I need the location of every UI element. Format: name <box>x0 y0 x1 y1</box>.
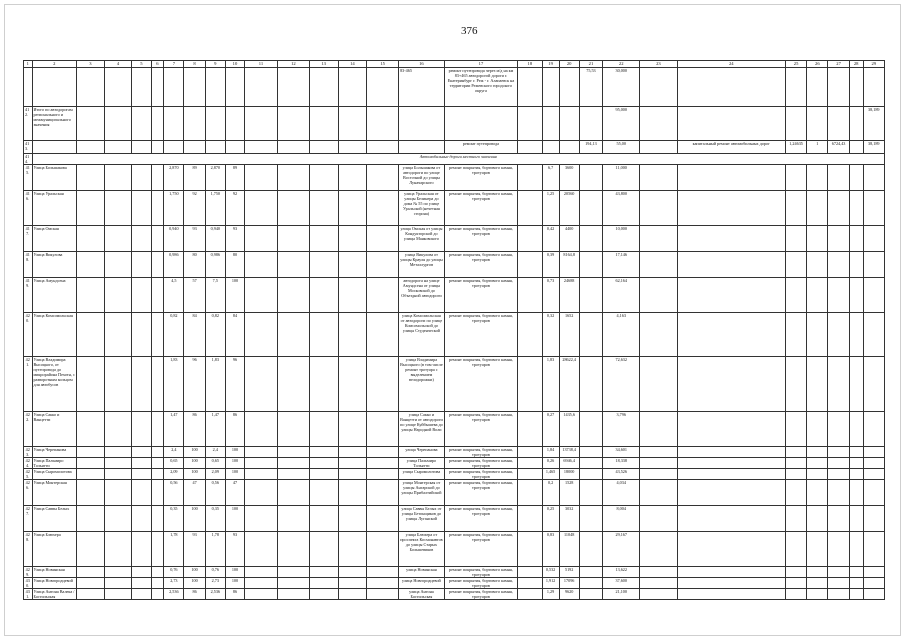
cell-c17: ремонт покрытия, бортового камня, тротуаров <box>444 589 517 600</box>
cell-c10: 96 <box>225 357 244 412</box>
cell-c10: 93 <box>225 532 244 567</box>
cell-c10: 100 <box>225 469 244 480</box>
cell-c9: 0,35 <box>205 506 225 532</box>
cell-c9: 2,09 <box>205 469 225 480</box>
cell-c22: 17,146 <box>603 252 640 278</box>
cell-c16: улица Монтерская от улицы Ангарской до улицы Прибалтийской <box>399 480 445 506</box>
cell-name: Улица Пальмиро Тольятти <box>32 458 77 469</box>
column-header: 15 <box>367 61 399 68</box>
cell-name: Улица Комсомольская <box>32 313 77 357</box>
cell-num: 429. <box>24 567 33 578</box>
cell-c7: 0,56 <box>164 480 184 506</box>
row-413-num: 413. <box>24 141 33 154</box>
table-row <box>24 278 885 313</box>
cell-c9: 1,750 <box>205 191 225 226</box>
cell-c19: 0,73 <box>542 278 559 313</box>
cell-c16: улица Антона Бастильская <box>399 589 445 600</box>
row-412 <box>24 107 885 141</box>
cell-c10: 89 <box>225 165 244 191</box>
row-413-c24: капитальный ремонт автомобильных дорог <box>677 141 785 154</box>
row-413-c21: 194,13 <box>579 141 602 154</box>
cell-c10: 92 <box>225 191 244 226</box>
column-header: 22 <box>603 61 640 68</box>
cell-c17: ремонт покрытия, бортового камня, тротуаров <box>444 278 517 313</box>
row-412-c22: 95,000 <box>603 107 640 141</box>
cell-c10: 100 <box>225 506 244 532</box>
cell-num: 423. <box>24 447 33 458</box>
cell-c7: 2,4 <box>164 447 184 458</box>
column-header: 26 <box>807 61 828 68</box>
row-414-num: 414. <box>24 154 33 165</box>
cell-c7: 0,76 <box>164 567 184 578</box>
cell-c20: 5192 <box>559 567 579 578</box>
cell-c9: 0,82 <box>205 313 225 357</box>
column-header: 11 <box>245 61 278 68</box>
cell-c10: 84 <box>225 313 244 357</box>
cell-c10: 86 <box>225 412 244 447</box>
cell-num: 431. <box>24 589 33 600</box>
cont-c22: 30,000 <box>603 68 640 107</box>
cell-num: 430. <box>24 578 33 589</box>
cell-c8: 100 <box>184 458 205 469</box>
row-413-c22: 55,00 <box>603 141 640 154</box>
cell-c7: 4,5 <box>164 278 184 313</box>
column-header: 27 <box>828 61 849 68</box>
table-row <box>24 191 885 226</box>
cell-c10: 93 <box>225 226 244 252</box>
cell-c20: 20560 <box>559 191 579 226</box>
cell-c16: улица Викулова от улицы Крауля до улицы Металлургов <box>399 252 445 278</box>
cell-c22: 11,000 <box>603 165 640 191</box>
cell-c7: 2,73 <box>164 578 184 589</box>
cell-c9: 7,5 <box>205 278 225 313</box>
cell-c20: 13738,4 <box>559 447 579 458</box>
cell-c20: 9620 <box>559 589 579 600</box>
table-row <box>24 357 885 412</box>
cell-name: Улица Уральская <box>32 191 77 226</box>
column-header: 2 <box>32 61 77 68</box>
cell-c20: 28622,4 <box>559 357 579 412</box>
cell-c19: 0,42 <box>542 226 559 252</box>
cell-c17: ремонт покрытия, бортового камня, тротуаров <box>444 165 517 191</box>
cell-name: Улица Амундсена <box>32 278 77 313</box>
cell-c22: 34,601 <box>603 447 640 458</box>
cell-c22: 4,034 <box>603 480 640 506</box>
cell-c22: 43,800 <box>603 191 640 226</box>
cell-c8: 57 <box>184 278 205 313</box>
cell-c8: 100 <box>184 447 205 458</box>
cell-c20: 1652 <box>559 313 579 357</box>
cell-c8: 47 <box>184 480 205 506</box>
cell-name: Улица Владимира Высоцкого, от путепровода до микрорайона Пехотн, с разворотным кольцом для автобусов <box>32 357 77 412</box>
row-412-num: 412. <box>24 107 33 141</box>
table-row <box>24 567 885 578</box>
cell-c20: 24688 <box>559 278 579 313</box>
cell-c22: 29,167 <box>603 532 640 567</box>
column-header: 5 <box>132 61 151 68</box>
cell-num: 424. <box>24 458 33 469</box>
cell-c7: 2,870 <box>164 165 184 191</box>
column-header: 17 <box>444 61 517 68</box>
cell-num: 416. <box>24 191 33 226</box>
row-413-c26: 1 <box>807 141 828 154</box>
cell-c10: 80 <box>225 252 244 278</box>
table-row <box>24 532 885 567</box>
column-header: 13 <box>309 61 338 68</box>
cell-c16: улица Большакова от автодороги по улице Восточной до улицы Луначарского <box>399 165 445 191</box>
cell-c9: 0,986 <box>205 252 225 278</box>
column-header: 28 <box>849 61 863 68</box>
cell-name: Улица Антона Валека / Бастильская <box>32 589 77 600</box>
cell-c7: 0,65 <box>164 458 184 469</box>
cell-c7: 1,750 <box>164 191 184 226</box>
cell-c19: 1,912 <box>542 578 559 589</box>
cell-c9: 0,940 <box>205 226 225 252</box>
cell-c17: ремонт покрытия, бортового камня, тротуаров <box>444 412 517 447</box>
cell-c16: улица Блюхера от проспекта Космонавтов до улицы Старых Большевиков <box>399 532 445 567</box>
cell-c20: 6946,4 <box>559 458 579 469</box>
cell-c7: 2,09 <box>164 469 184 480</box>
table-row <box>24 165 885 191</box>
column-header: 12 <box>277 61 309 68</box>
cell-num: 417. <box>24 226 33 252</box>
cell-c22: 37,600 <box>603 578 640 589</box>
column-header: 1 <box>24 61 33 68</box>
cell-num: 427. <box>24 506 33 532</box>
cell-c20: 17096 <box>559 578 579 589</box>
cell-c19: 6,7 <box>542 165 559 191</box>
continuation-row <box>24 68 885 107</box>
cell-c22: 62,164 <box>603 278 640 313</box>
cell-num: 421. <box>24 357 33 412</box>
row-412-name: Итого по автодорогам регионального и межмуниципального значения <box>32 107 77 141</box>
road-repair-table <box>23 60 885 600</box>
cell-num: 428. <box>24 532 33 567</box>
cell-c9: 2,536 <box>205 589 225 600</box>
cell-c8: 80 <box>184 252 205 278</box>
table-row <box>24 458 885 469</box>
cell-c17: ремонт покрытия, бортового камня, тротуаров <box>444 578 517 589</box>
column-header: 4 <box>104 61 132 68</box>
cell-c8: 100 <box>184 578 205 589</box>
cell-num: 415. <box>24 165 33 191</box>
cell-c7: 1,83 <box>164 357 184 412</box>
cell-c17: ремонт покрытия, бортового камня, тротуаров <box>444 226 517 252</box>
column-header: 14 <box>338 61 367 68</box>
cell-c19: 1,25 <box>542 191 559 226</box>
cell-c10: 100 <box>225 578 244 589</box>
cell-c22: 18,338 <box>603 458 640 469</box>
cell-c10: 100 <box>225 278 244 313</box>
table-row <box>24 506 885 532</box>
table-row <box>24 412 885 447</box>
row-413-c27: 6724,43 <box>828 141 849 154</box>
cell-c19: 1,83 <box>542 357 559 412</box>
cell-c22: 8,004 <box>603 506 640 532</box>
cell-c19: 0,26 <box>542 458 559 469</box>
cell-c16: улица Сыромолотова <box>399 469 445 480</box>
cell-c20: 11048 <box>559 532 579 567</box>
cell-c17: ремонт покрытия, бортового камня, тротуаров <box>444 506 517 532</box>
cell-c9: 2,73 <box>205 578 225 589</box>
header-row <box>24 61 885 68</box>
cell-c16: улица Владимира Высоцкого (в том числе ремонт тротуара с выделением велодорожки) <box>399 357 445 412</box>
cell-c16: улица Комсомольская от автодороги по улице Комсомольской до улицы Студенческой <box>399 313 445 357</box>
column-header: 29 <box>863 61 884 68</box>
cell-c19: 1,84 <box>542 447 559 458</box>
cell-c20: 1435,6 <box>559 412 579 447</box>
cell-c8: 100 <box>184 506 205 532</box>
table-row <box>24 480 885 506</box>
cell-c19: 0,32 <box>542 313 559 357</box>
column-header: 3 <box>77 61 105 68</box>
cell-c22: 3,796 <box>603 412 640 447</box>
cell-c20: 3032 <box>559 506 579 532</box>
cell-c17: ремонт покрытия, бортового камня, тротуаров <box>444 480 517 506</box>
cell-c7: 1,47 <box>164 412 184 447</box>
cell-c8: 86 <box>184 589 205 600</box>
table-row <box>24 252 885 278</box>
cell-name: Улица Новгородцевой <box>32 578 77 589</box>
cell-num: 422. <box>24 412 33 447</box>
cell-c20: 8164,8 <box>559 252 579 278</box>
cell-c16: улица Омская от улицы Кондукторской до улицы Маяковского <box>399 226 445 252</box>
cell-c10: 100 <box>225 567 244 578</box>
cell-c17: ремонт покрытия, бортового камня, тротуаров <box>444 469 517 480</box>
cell-name: Улица Саввы Белых <box>32 506 77 532</box>
cell-c19: 0,83 <box>542 532 559 567</box>
cell-name: Улица Новинская <box>32 567 77 578</box>
column-header: 7 <box>164 61 184 68</box>
cell-c17: ремонт покрытия, бортового камня, тротуаров <box>444 252 517 278</box>
column-header: 20 <box>559 61 579 68</box>
row-413-c25: 1,24635 <box>785 141 806 154</box>
column-header: 8 <box>184 61 205 68</box>
cell-c16: автодорога на улице Амундсена от улицы Московской до Объездной автодороги <box>399 278 445 313</box>
cell-c9: 2,4 <box>205 447 225 458</box>
cell-c10: 47 <box>225 480 244 506</box>
cell-c22: 21,100 <box>603 589 640 600</box>
cell-num: 425. <box>24 469 33 480</box>
cell-c20: 1528 <box>559 480 579 506</box>
cell-c17: ремонт покрытия, бортового камня, тротуаров <box>444 357 517 412</box>
cell-num: 419. <box>24 278 33 313</box>
cell-c7: 1,78 <box>164 532 184 567</box>
cell-c9: 1,83 <box>205 357 225 412</box>
row-412-c29: 38,189 <box>863 107 884 141</box>
cell-num: 420. <box>24 313 33 357</box>
table-row <box>24 226 885 252</box>
cell-c16: улица Саввы Белых от улицы Бетонщиков до улицы Луганской <box>399 506 445 532</box>
cell-c17: ремонт покрытия, бортового камня, тротуаров <box>444 567 517 578</box>
cell-num: 426. <box>24 480 33 506</box>
column-header: 21 <box>579 61 602 68</box>
cell-name: Улица Большакова <box>32 165 77 191</box>
cell-c16: улица Пальмиро Тольятти <box>399 458 445 469</box>
cell-c17: ремонт покрытия, бортового камня, тротуаров <box>444 447 517 458</box>
section-heading: Автомобильные дороги местного значения <box>32 154 885 165</box>
cell-c22: 10,000 <box>603 226 640 252</box>
cell-c20: 3600 <box>559 165 579 191</box>
cell-c9: 0,76 <box>205 567 225 578</box>
cell-c19: 1,465 <box>542 469 559 480</box>
cell-c16: улица Новинская <box>399 567 445 578</box>
cell-c10: 86 <box>225 589 244 600</box>
cell-c19: 0,25 <box>542 506 559 532</box>
cell-c16: улица Сакко и Ванцетти от автодороги по улице Куйбышева до улицы Народной Воли <box>399 412 445 447</box>
row-413 <box>24 141 885 154</box>
cell-name: Улица Викулова <box>32 252 77 278</box>
column-header: 19 <box>542 61 559 68</box>
cont-c21: 75,53 <box>579 68 602 107</box>
cell-c22: 13,622 <box>603 567 640 578</box>
column-header: 24 <box>677 61 785 68</box>
cont-c17: ремонт путепровода через м/д на км 83+465 автодорогой дороги г. Екатеринбург г. Реж - г. Алапаевск на территории Режевского городского округа <box>444 68 517 107</box>
row-414 <box>24 154 885 165</box>
cell-c16: улица Черепанова <box>399 447 445 458</box>
cell-c16: улица Новгородцевой <box>399 578 445 589</box>
column-header: 6 <box>151 61 164 68</box>
cell-c17: ремонт покрытия, бортового камня, тротуаров <box>444 458 517 469</box>
cell-c16: улица Уральская от улицы Белинера до дома № 55 по улице Уральской (нечетная сторона) <box>399 191 445 226</box>
cell-num: 418. <box>24 252 33 278</box>
cell-c17: ремонт покрытия, бортового камня, тротуаров <box>444 532 517 567</box>
column-header: 10 <box>225 61 244 68</box>
cell-c7: 2,536 <box>164 589 184 600</box>
cell-c20: 4400 <box>559 226 579 252</box>
cell-name: Улица Омская <box>32 226 77 252</box>
row-413-c29: 38,189 <box>863 141 884 154</box>
table-row <box>24 313 885 357</box>
table-row <box>24 589 885 600</box>
column-header: 9 <box>205 61 225 68</box>
cell-c10: 100 <box>225 447 244 458</box>
cell-c9: 2,870 <box>205 165 225 191</box>
cell-name: Улица Монтерская <box>32 480 77 506</box>
page-number: 376 <box>461 25 478 37</box>
cell-c8: 93 <box>184 532 205 567</box>
cell-c10: 100 <box>225 458 244 469</box>
row-413-c17: ремонт путепровода <box>444 141 517 154</box>
cell-c8: 93 <box>184 226 205 252</box>
cell-c8: 100 <box>184 567 205 578</box>
cell-c7: 0,986 <box>164 252 184 278</box>
cell-c8: 84 <box>184 313 205 357</box>
cell-c9: 1,47 <box>205 412 225 447</box>
cell-c19: 0,532 <box>542 567 559 578</box>
column-header: 23 <box>640 61 677 68</box>
cell-c7: 0,35 <box>164 506 184 532</box>
cell-c8: 100 <box>184 469 205 480</box>
cell-c20: 18000 <box>559 469 579 480</box>
cell-c22: 43,526 <box>603 469 640 480</box>
cell-name: Улица Черепанова <box>32 447 77 458</box>
column-header: 18 <box>518 61 542 68</box>
table-row <box>24 469 885 480</box>
cell-c9: 1,78 <box>205 532 225 567</box>
cell-c19: 0,27 <box>542 412 559 447</box>
cont-c16: 83-465 <box>399 68 445 107</box>
cell-name: Улица Блюхера <box>32 532 77 567</box>
cell-c7: 0,82 <box>164 313 184 357</box>
cell-c8: 89 <box>184 165 205 191</box>
cell-c17: ремонт покрытия, бортового камня, тротуаров <box>444 313 517 357</box>
cell-name: Улица Сакко и Ванцетти <box>32 412 77 447</box>
cell-c8: 86 <box>184 412 205 447</box>
cell-c7: 0,940 <box>164 226 184 252</box>
cell-c22: 72,632 <box>603 357 640 412</box>
cell-c22: 4,163 <box>603 313 640 357</box>
table-row <box>24 447 885 458</box>
cell-c17: ремонт покрытия, бортового камня, тротуаров <box>444 191 517 226</box>
cell-c19: 1,29 <box>542 589 559 600</box>
cell-c8: 92 <box>184 191 205 226</box>
column-header: 16 <box>399 61 445 68</box>
cell-c9: 0,65 <box>205 458 225 469</box>
cell-c9: 0,56 <box>205 480 225 506</box>
column-header: 25 <box>785 61 806 68</box>
cell-c19: 0,39 <box>542 252 559 278</box>
cell-name: Улица Сыромолотова <box>32 469 77 480</box>
table-row <box>24 578 885 589</box>
cell-c8: 96 <box>184 357 205 412</box>
cell-c19: 0,2 <box>542 480 559 506</box>
